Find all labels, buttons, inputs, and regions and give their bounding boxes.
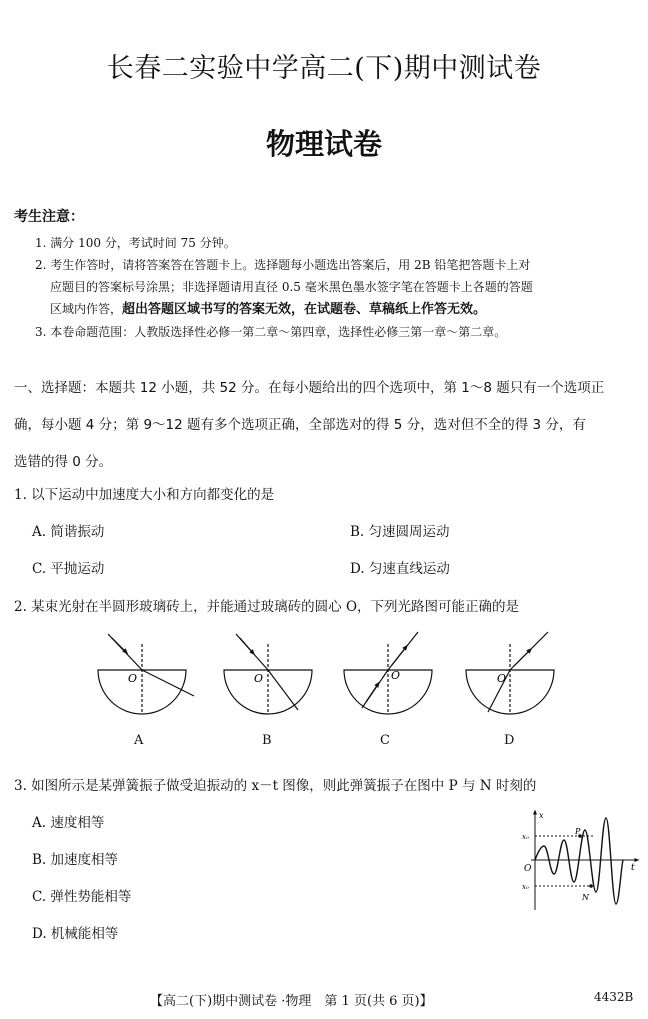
q2-label-a: A	[134, 733, 144, 748]
notice-heading: 考生注意：	[14, 209, 84, 225]
notice-item-2-line3-a: 区域内作答，	[50, 302, 123, 316]
q2-center-label-c: O	[391, 669, 401, 682]
q3-option-a: A. 速度相等	[32, 815, 105, 831]
exam-subject: 物理试卷	[265, 127, 382, 161]
exam-title: 长春二实验中学高二(下)期中测试卷	[106, 53, 542, 84]
section-line-3: 选错的得 0 分。	[14, 454, 113, 470]
q3-point-n-label: N	[582, 893, 589, 902]
notice-item-2-line1: 2. 考生作答时，请将答案答在答题卡上。选择题每小题选出答案后，用 2B 铅笔把答题卡上对	[35, 258, 531, 272]
section-line-2: 确，每小题 4 分；第 9～12 题有多个选项正确，全部选对的得 5 分，选对但不全的得 3 分，有	[14, 417, 586, 433]
q3-stem: 3. 如图所示是某弹簧振子做受迫振动的 x－t 图像，则此弹簧振子在图中 P 与 N 时刻的	[14, 778, 537, 794]
q3-option-c: C. 弹性势能相等	[32, 889, 132, 905]
q2-center-label-a: O	[128, 672, 138, 685]
q2-label-b: B	[262, 733, 272, 748]
paper-code: 4432B	[594, 990, 634, 1004]
q3-y-tick-neg: x₀	[522, 883, 529, 891]
q2-figure-c	[344, 632, 432, 714]
q1-option-c: C. 平抛运动	[32, 561, 105, 577]
q3-origin-label: O	[524, 864, 532, 874]
q2-figure-a	[98, 634, 194, 714]
q2-figure-d	[466, 632, 554, 714]
q1-option-b: B. 匀速圆周运动	[350, 524, 450, 540]
notice-item-2-emphasis: 超出答题区域书写的答案无效，在试题卷、草稿纸上作答无效。	[122, 302, 487, 317]
q3-y-axis-label: x	[539, 811, 544, 820]
notice-item-3: 3. 本卷命题范围：人教版选择性必修一第二章～第四章，选择性必修三第一章～第二章。	[35, 325, 507, 339]
q3-option-d: D. 机械能相等	[32, 926, 119, 942]
q2-figure-b	[224, 634, 312, 714]
q3-point-p-label: P	[575, 827, 581, 836]
notice-item-2-line2: 应题目的答案标号涂黑；非选择题请用直径 0.5 毫米黑色墨水签字笔在答题卡上各题的答题	[50, 280, 533, 294]
q3-option-b: B. 加速度相等	[32, 852, 119, 868]
page-footer: 【高二(下)期中测试卷 ·物理 第 1 页(共 6 页)】	[150, 994, 433, 1009]
q3-y-tick-pos: x₀	[522, 833, 529, 841]
q2-label-c: C	[380, 733, 390, 748]
q2-label-d: D	[504, 733, 515, 748]
q3-x-axis-label: t	[631, 863, 635, 873]
q3-xt-graph	[505, 808, 640, 912]
section-line-1: 一、选择题：本题共 12 小题，共 52 分。在每小题给出的四个选项中，第 1～8 题只有一个选项正	[14, 380, 605, 396]
section-instructions	[14, 370, 636, 481]
notice-item-2-line3	[35, 298, 635, 321]
q2-light-path-figures	[90, 626, 570, 722]
q2-stem: 2. 某束光射在半圆形玻璃砖上，并能通过玻璃砖的圆心 O，下列光路图可能正确的是	[14, 599, 520, 615]
notice-item-1: 1. 满分 100 分，考试时间 75 分钟。	[35, 236, 236, 250]
q2-center-label-d: O	[497, 672, 507, 685]
q1-option-d: D. 匀速直线运动	[350, 561, 450, 577]
q1-stem: 1. 以下运动中加速度大小和方向都变化的是	[14, 487, 275, 503]
q1-option-a: A. 简谐振动	[32, 524, 105, 540]
q3-point-n	[589, 884, 593, 888]
q2-center-label-b: O	[254, 672, 264, 685]
notice-list	[35, 232, 635, 343]
